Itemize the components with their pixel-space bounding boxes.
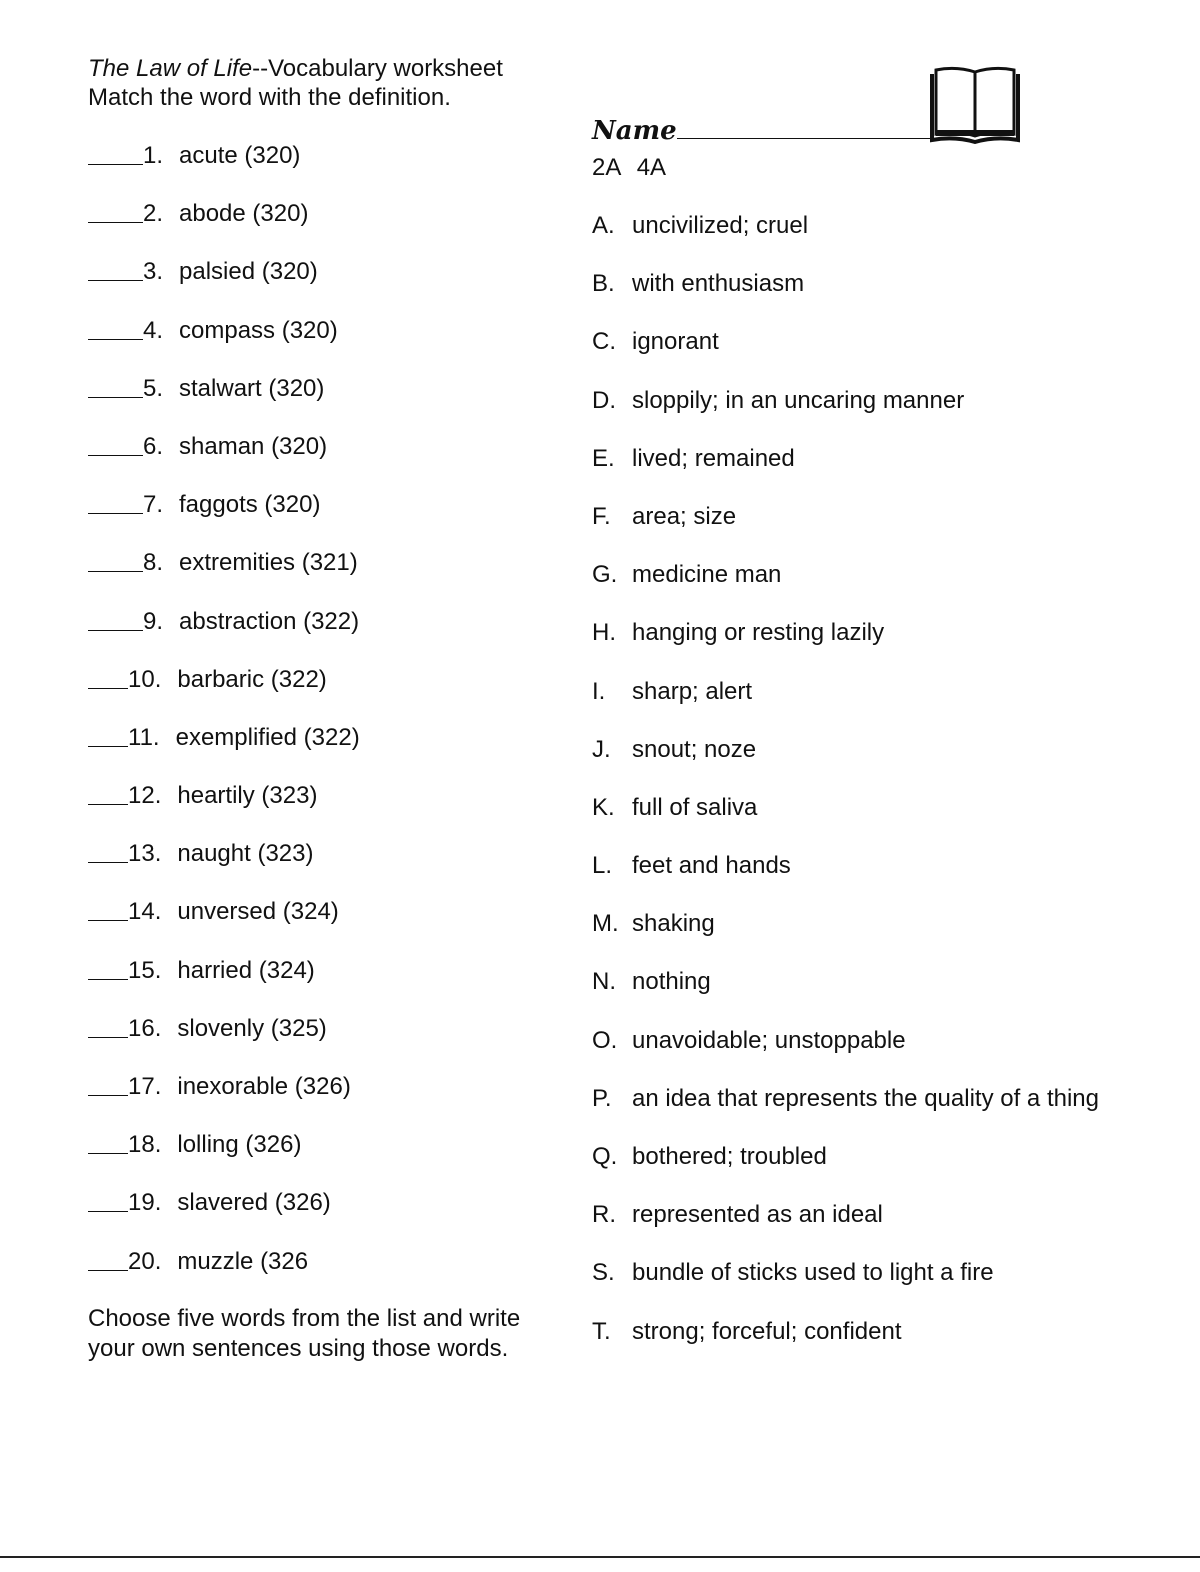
definition-letter: D.	[592, 386, 616, 414]
term-word: stalwart (320)	[179, 374, 325, 402]
vocabulary-term-row	[88, 782, 558, 840]
term-word: exemplified (322)	[175, 723, 360, 751]
definition-list	[592, 212, 1112, 1376]
definition-text: an idea that represents the quality of a thing	[632, 1084, 1099, 1112]
term-number: 1.	[143, 142, 164, 169]
term-word: inexorable (326)	[177, 1073, 351, 1100]
vocabulary-term-row	[88, 142, 558, 200]
vocabulary-term-row	[88, 840, 558, 898]
definition-text: unavoidable; unstoppable	[632, 1026, 906, 1054]
term-number: 7.	[143, 491, 164, 519]
definition-row	[592, 794, 1112, 852]
name-field[interactable]	[592, 116, 935, 146]
answer-blank[interactable]	[88, 608, 143, 631]
definition-text: strong; forceful; confident	[632, 1317, 902, 1345]
definition-row	[592, 270, 1112, 328]
term-word: extremities (321)	[179, 549, 358, 577]
answer-blank[interactable]	[88, 142, 143, 165]
definition-text: nothing	[632, 968, 711, 996]
definition-row	[592, 619, 1112, 677]
definition-text: full of saliva	[632, 793, 758, 821]
name-blank-line[interactable]	[677, 118, 935, 139]
definition-row	[592, 503, 1112, 561]
definition-text: snout; noze	[632, 735, 757, 763]
worksheet-subtitle: Match the word with the definition.	[88, 84, 451, 111]
term-number: 2.	[143, 200, 164, 228]
term-word: abstraction (322)	[179, 607, 360, 635]
term-word: shaman (320)	[179, 432, 328, 460]
vocabulary-term-row	[88, 608, 558, 666]
definition-letter: L.	[592, 852, 613, 880]
answer-blank[interactable]	[88, 1015, 128, 1038]
definition-letter: G.	[592, 561, 618, 589]
definition-text: sharp; alert	[632, 677, 753, 705]
term-number: 13.	[128, 840, 162, 868]
definition-row	[592, 561, 1112, 619]
vocabulary-term-row	[88, 317, 558, 375]
worksheet-title	[88, 54, 503, 83]
answer-blank[interactable]	[88, 1189, 128, 1212]
definition-text: sloppily; in an uncaring manner	[632, 386, 965, 414]
definition-letter: T.	[592, 1317, 611, 1345]
term-number: 16.	[128, 1014, 162, 1042]
definition-letter: A.	[592, 212, 615, 239]
term-word: compass (320)	[179, 316, 338, 344]
answer-blank[interactable]	[88, 549, 143, 572]
term-word: slavered (326)	[177, 1189, 331, 1217]
definition-letter: N.	[592, 968, 616, 996]
term-number: 5.	[143, 374, 164, 402]
definition-text: lived; remained	[632, 444, 795, 472]
vocabulary-term-row	[88, 491, 558, 549]
definition-letter: H.	[592, 619, 616, 647]
definition-text: bothered; troubled	[632, 1143, 827, 1170]
definition-row	[592, 1143, 1112, 1201]
definition-letter: E.	[592, 444, 615, 472]
definition-text: hanging or resting lazily	[632, 619, 885, 647]
definition-letter: O.	[592, 1026, 618, 1054]
sentence-instructions: Choose five words from the list and write your own sentences using those words.	[88, 1305, 521, 1362]
definition-row	[592, 1027, 1112, 1085]
definition-letter: C.	[592, 328, 616, 356]
class-periods: 2A 4A	[592, 154, 667, 181]
definition-row	[592, 212, 1112, 270]
answer-blank[interactable]	[88, 433, 143, 456]
term-word: unversed (324)	[177, 898, 339, 926]
definition-letter: J.	[592, 735, 611, 763]
answer-blank[interactable]	[88, 1073, 128, 1096]
vocabulary-term-row	[88, 375, 558, 433]
term-word: heartily (323)	[177, 782, 318, 810]
definition-row	[592, 328, 1112, 386]
vocabulary-term-row	[88, 200, 558, 258]
term-word: palsied (320)	[179, 258, 318, 286]
definition-text: with enthusiasm	[632, 270, 805, 298]
term-word: faggots (320)	[179, 491, 321, 519]
definition-text: uncivilized; cruel	[632, 212, 809, 239]
definition-row	[592, 678, 1112, 736]
vocabulary-term-row	[88, 1073, 558, 1131]
answer-blank[interactable]	[88, 840, 128, 863]
term-number: 17.	[128, 1073, 162, 1100]
vocabulary-term-row	[88, 1248, 558, 1306]
term-word: abode (320)	[179, 200, 309, 228]
vocabulary-term-row	[88, 666, 558, 724]
answer-blank[interactable]	[88, 491, 143, 514]
term-number: 3.	[143, 258, 164, 286]
term-number: 10.	[128, 665, 162, 693]
definition-letter: S.	[592, 1259, 615, 1287]
term-number: 11.	[128, 723, 160, 751]
answer-blank[interactable]	[88, 666, 128, 689]
term-word: muzzle (326	[177, 1247, 309, 1275]
term-word: slovenly (325)	[177, 1014, 327, 1042]
vocabulary-term-row	[88, 1015, 558, 1073]
answer-blank[interactable]	[88, 724, 128, 747]
definition-letter: F.	[592, 502, 611, 530]
definition-text: shaking	[632, 910, 715, 938]
answer-blank[interactable]	[88, 200, 143, 223]
vocabulary-term-row	[88, 1189, 558, 1247]
vocabulary-term-row	[88, 433, 558, 491]
definition-row	[592, 387, 1112, 445]
definition-letter: B.	[592, 270, 615, 298]
definition-letter: Q.	[592, 1143, 618, 1170]
definition-letter: I.	[592, 677, 606, 705]
definition-letter: K.	[592, 793, 615, 821]
definition-row	[592, 1259, 1112, 1317]
definition-row	[592, 1318, 1112, 1376]
definition-row	[592, 852, 1112, 910]
definition-text: represented as an ideal	[632, 1201, 883, 1229]
answer-blank[interactable]	[88, 1248, 128, 1271]
term-word: naught (323)	[177, 840, 314, 868]
term-number: 20.	[128, 1247, 162, 1275]
term-number: 8.	[143, 549, 164, 577]
answer-blank[interactable]	[88, 898, 128, 921]
definition-row	[592, 1085, 1112, 1143]
vocabulary-term-row	[88, 258, 558, 316]
term-word: harried (324)	[177, 956, 315, 984]
vocabulary-term-row	[88, 549, 558, 607]
definition-row	[592, 910, 1112, 968]
definition-text: medicine man	[632, 561, 782, 589]
definition-text: bundle of sticks used to light a fire	[632, 1259, 994, 1287]
definition-row	[592, 445, 1112, 503]
vocabulary-term-row	[88, 898, 558, 956]
name-label: Name	[592, 116, 677, 146]
vocabulary-term-list	[88, 142, 558, 1306]
worksheet-header	[88, 54, 503, 112]
definition-row	[592, 736, 1112, 794]
open-book-icon	[928, 64, 1022, 144]
term-word: barbaric (322)	[177, 665, 327, 693]
definition-text: feet and hands	[632, 852, 791, 880]
answer-blank[interactable]	[88, 317, 143, 340]
vocabulary-term-row	[88, 724, 558, 782]
answer-blank[interactable]	[88, 258, 143, 281]
definition-text: area; size	[632, 502, 737, 530]
title-suffix: --Vocabulary worksheet	[252, 55, 503, 82]
definition-letter: P.	[592, 1084, 612, 1112]
definition-letter: M.	[592, 910, 619, 938]
term-number: 6.	[143, 432, 164, 460]
term-number: 14.	[128, 898, 162, 926]
term-word: lolling (326)	[177, 1131, 302, 1159]
definition-letter: R.	[592, 1201, 616, 1229]
term-number: 18.	[128, 1131, 162, 1159]
term-number: 4.	[143, 316, 164, 344]
vocabulary-term-row	[88, 957, 558, 1015]
page-bottom-rule	[0, 1556, 1200, 1558]
definition-row	[592, 1201, 1112, 1259]
answer-blank[interactable]	[88, 782, 128, 805]
answer-blank[interactable]	[88, 375, 143, 398]
term-number: 15.	[128, 956, 162, 984]
definition-text: ignorant	[632, 328, 719, 356]
term-number: 9.	[143, 607, 164, 635]
vocabulary-term-row	[88, 1131, 558, 1189]
term-word: acute (320)	[179, 142, 301, 169]
answer-blank[interactable]	[88, 1131, 128, 1154]
story-title: The Law of Life	[88, 55, 253, 82]
term-number: 12.	[128, 782, 162, 810]
term-number: 19.	[128, 1189, 162, 1217]
answer-blank[interactable]	[88, 957, 128, 980]
definition-row	[592, 968, 1112, 1026]
